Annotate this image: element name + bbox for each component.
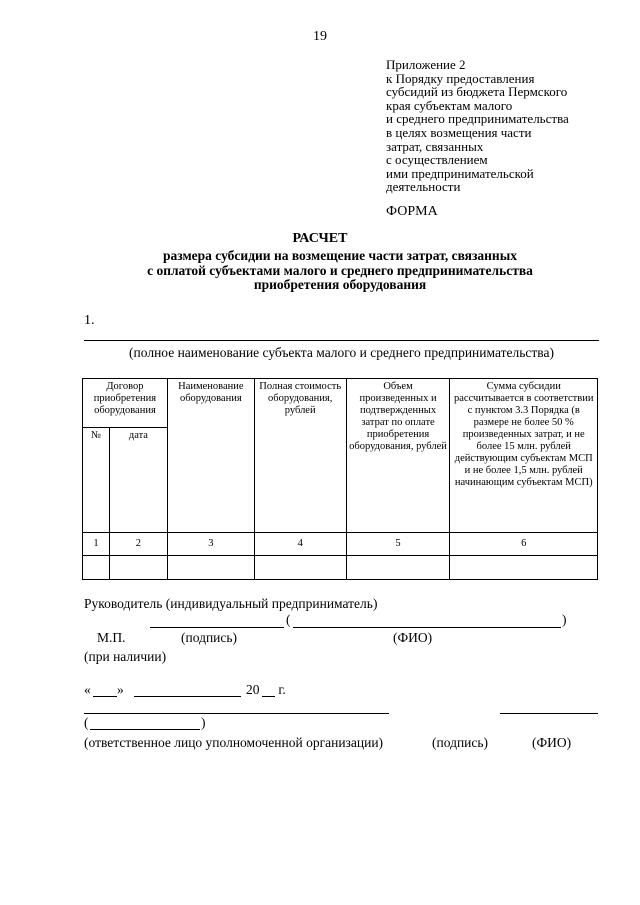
responsible-caption: (ответственное лицо уполномоченной организации) [84,735,384,750]
table-cell[interactable] [167,556,254,580]
fio-caption: (ФИО) [393,630,433,645]
table-header-row [83,379,598,428]
page-number: 19 [313,29,327,44]
appendix-line: в целях возмещения части [386,124,532,140]
column-number: 3 [167,533,254,556]
table-row [83,556,598,580]
header-equipment-name: Наименование оборудования [167,379,254,533]
subtitle-line: с оплатой субъектами малого и среднего предпринимательства [147,262,533,278]
table-cell[interactable] [346,556,450,580]
column-number: 1 [83,533,110,556]
header-costs-volume: Объем произведенных и подтвержденных затрат по оплате приобретения оборудования, рублей [346,379,450,533]
subtitle-line: приобретения оборудования [253,277,427,292]
if-available-label: (при наличии) [84,649,167,664]
stamp-label: М.П. [97,630,126,645]
paren-open-2: ( [84,715,89,730]
document-subtitle [60,249,620,293]
appendix-line: с осуществлением [386,152,488,168]
appendix-line: к Порядку предоставления [386,70,535,86]
header-subsidy-amount: Сумма субсидии рассчитывается в соответствии с пунктом 3.3 Порядка (в размере не более 50 % произведенных затрат, и не более 15 млн. рублей действующим субъектам МСП и не более 1,5 млн. рублей начинающим субъектам МСП) [450,379,598,533]
fio-caption-2: (ФИО) [532,735,572,750]
appendix-line: и среднего предпринимательства [386,111,569,127]
form-label: ФОРМА [386,204,438,219]
full-name-caption: (полное наименование субъекта малого и среднего предпринимательства) [129,345,554,360]
appendix-block [386,58,626,194]
year-suffix: г. [275,682,286,697]
column-number: 6 [450,533,598,556]
subheader-date: дата [109,428,167,533]
year-prefix: 20 [246,682,260,697]
header-contract: Договор приобретения оборудования [83,379,168,428]
sign-caption-2: (подпись) [432,735,489,750]
appendix-line: ими предпринимательской [386,165,534,181]
column-number: 2 [109,533,167,556]
table-cell[interactable] [83,556,110,580]
table-cell[interactable] [109,556,167,580]
header-full-cost: Полная стоимость оборудования, рублей [254,379,346,533]
date-month-line[interactable] [134,696,241,697]
paren-open: ( [286,612,291,627]
appendix-line: края субъектам малого [386,97,513,113]
document-title: РАСЧЕТ [292,231,348,246]
head-label: Руководитель (индивидуальный предприниматель) [84,596,378,611]
table-cell[interactable] [450,556,598,580]
responsible-fio-line[interactable] [500,713,598,714]
head-signature-line[interactable] [150,627,284,628]
subtitle-line: размера субсидии на возмещение части затрат, связанных [162,248,518,263]
appendix-line: деятельности [386,179,461,195]
table-number-row [83,533,598,556]
calculation-table [82,378,598,580]
date-close-quote: » [117,682,124,697]
year-digits-line[interactable] [262,696,275,697]
table-cell[interactable] [254,556,346,580]
column-number: 5 [346,533,450,556]
full-name-line[interactable] [84,340,599,341]
responsible-signature-line[interactable] [90,729,200,730]
appendix-line: затрат, связанных [386,138,484,154]
column-number: 4 [254,533,346,556]
appendix-line: субсидий из бюджета Пермского [386,84,568,100]
sign-caption: (подпись) [181,630,238,645]
paren-close-2: ) [201,715,206,730]
responsible-name-line[interactable] [84,713,389,714]
head-fio-line[interactable] [293,627,561,628]
date-day-line[interactable] [93,696,117,697]
date-open-quote: « [84,682,91,697]
item-number: 1. [84,313,95,328]
appendix-line: Приложение 2 [386,57,466,72]
paren-close: ) [562,612,567,627]
subheader-number: № [83,428,110,533]
